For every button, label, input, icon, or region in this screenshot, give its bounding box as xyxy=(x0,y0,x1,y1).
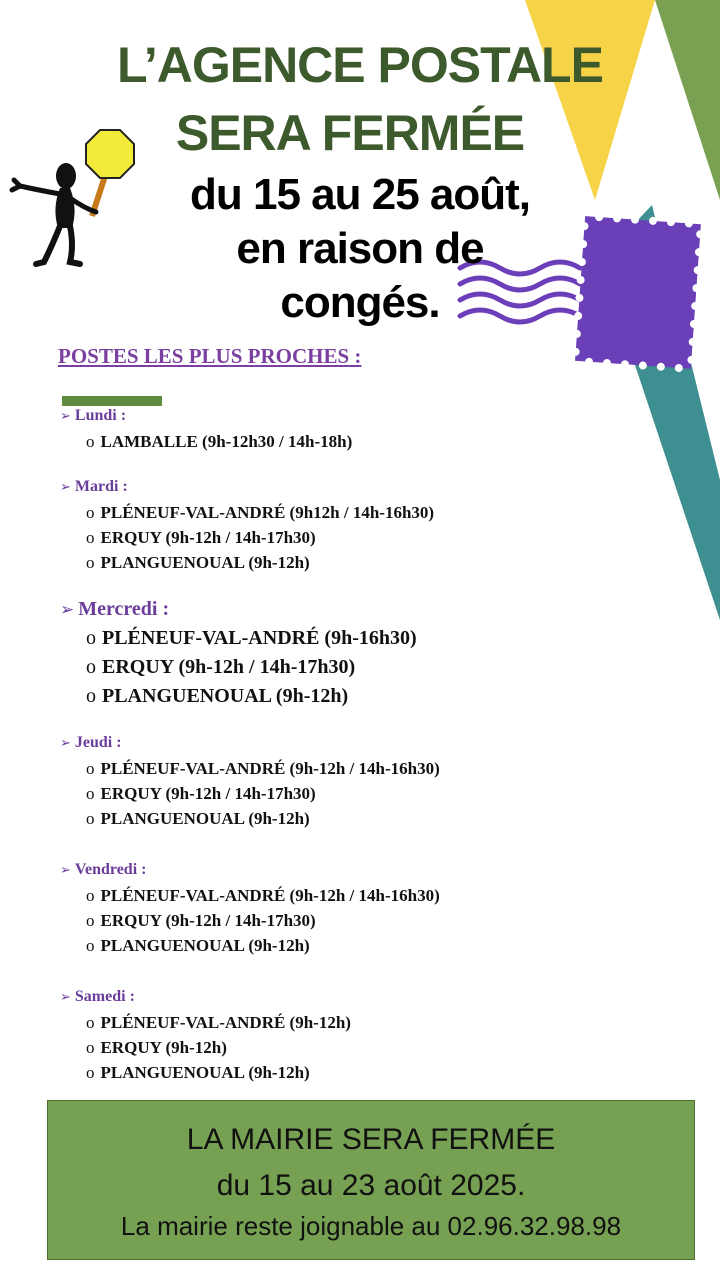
day-label: Mercredi : xyxy=(78,598,170,620)
arrow-bullet-icon: ➢ xyxy=(60,409,71,424)
item-text: PLÉNEUF-VAL-ANDRÉ (9h-12h) xyxy=(100,1013,351,1032)
list-item: o PLÉNEUF-VAL-ANDRÉ (9h12h / 14h-16h30) xyxy=(86,503,435,522)
arrow-bullet-icon: ➢ xyxy=(60,480,71,495)
item-text: PLÉNEUF-VAL-ANDRÉ (9h-12h / 14h-16h30) xyxy=(100,886,440,905)
item-text: ERQUY (9h-12h / 14h-17h30) xyxy=(100,911,316,930)
day-heading-lundi xyxy=(60,407,126,425)
item-text: LAMBALLE (9h-12h30 / 14h-18h) xyxy=(100,432,353,451)
mairie-closure-title: LA MAIRIE SERA FERMÉE xyxy=(186,1123,556,1156)
list-item: o ERQUY (9h-12h / 14h-17h30) xyxy=(86,656,356,678)
list-item: o PLÉNEUF-VAL-ANDRÉ (9h-16h30) xyxy=(86,627,417,649)
arrow-bullet-icon: ➢ xyxy=(60,600,75,620)
day-label: Vendredi : xyxy=(74,861,147,878)
day-label: Samedi : xyxy=(74,988,135,1005)
list-item: o PLÉNEUF-VAL-ANDRÉ (9h-12h / 14h-16h30) xyxy=(86,886,440,905)
arrow-bullet-icon: ➢ xyxy=(60,990,71,1005)
day-label: Jeudi : xyxy=(74,734,122,751)
item-text: PLANGUENOUAL (9h-12h) xyxy=(100,936,310,955)
closure-reason-line2: congés. xyxy=(280,278,440,327)
arrow-bullet-icon: ➢ xyxy=(60,863,71,878)
item-text: PLANGUENOUAL (9h-12h) xyxy=(100,553,310,572)
list-item: o PLANGUENOUAL (9h-12h) xyxy=(86,1063,310,1082)
item-text: PLÉNEUF-VAL-ANDRÉ (9h12h / 14h-16h30) xyxy=(100,503,435,522)
day-heading-jeudi xyxy=(60,734,122,752)
list-item: o PLÉNEUF-VAL-ANDRÉ (9h-12h) xyxy=(86,1013,351,1032)
list-item: o PLÉNEUF-VAL-ANDRÉ (9h-12h / 14h-16h30) xyxy=(86,759,440,778)
item-text: PLANGUENOUAL (9h-12h) xyxy=(100,809,310,828)
list-item: o PLANGUENOUAL (9h-12h) xyxy=(86,685,349,707)
title-agence-postale: L’AGENCE POSTALE xyxy=(117,37,603,93)
item-text: PLÉNEUF-VAL-ANDRÉ (9h-16h30) xyxy=(102,627,417,649)
list-item: o ERQUY (9h-12h / 14h-17h30) xyxy=(86,528,316,547)
day-heading-vendredi xyxy=(60,861,146,879)
list-item: o PLANGUENOUAL (9h-12h) xyxy=(86,936,310,955)
list-item: o PLANGUENOUAL (9h-12h) xyxy=(86,553,310,572)
arrow-bullet-icon: ➢ xyxy=(60,736,71,751)
list-item: o ERQUY (9h-12h / 14h-17h30) xyxy=(86,784,316,803)
item-text: PLANGUENOUAL (9h-12h) xyxy=(100,1063,310,1082)
mairie-phone-line: La mairie reste joignable au 02.96.32.98.98 xyxy=(120,1211,622,1241)
closure-dates: du 15 au 25 août, xyxy=(190,170,530,219)
title-sera-fermee: SERA FERMÉE xyxy=(175,105,525,161)
item-text: ERQUY (9h-12h) xyxy=(100,1038,227,1057)
item-text: ERQUY (9h-12h / 14h-17h30) xyxy=(100,528,316,547)
day-label: Mardi : xyxy=(74,478,128,495)
day-heading-samedi xyxy=(60,988,135,1006)
list-item: o ERQUY (9h-12h / 14h-17h30) xyxy=(86,911,316,930)
green-triangle xyxy=(655,0,720,200)
closure-reason-line1: en raison de xyxy=(236,224,484,273)
mairie-closure-box xyxy=(47,1100,695,1260)
section-title-nearest-posts: POSTES LES PLUS PROCHES : xyxy=(58,344,362,368)
list-item: o PLANGUENOUAL (9h-12h) xyxy=(86,809,310,828)
day-label: Lundi : xyxy=(74,407,127,424)
item-text: PLÉNEUF-VAL-ANDRÉ (9h-12h / 14h-16h30) xyxy=(100,759,440,778)
mairie-closure-dates: du 15 au 23 août 2025. xyxy=(216,1169,526,1202)
green-divider xyxy=(62,396,162,406)
list-item: o ERQUY (9h-12h) xyxy=(86,1038,227,1057)
postage-stamp-icon xyxy=(566,210,711,375)
day-heading-mardi xyxy=(60,478,128,496)
item-text: ERQUY (9h-12h / 14h-17h30) xyxy=(102,656,356,678)
list-item: o LAMBALLE (9h-12h30 / 14h-18h) xyxy=(86,432,353,451)
item-text: ERQUY (9h-12h / 14h-17h30) xyxy=(100,784,316,803)
item-text: PLANGUENOUAL (9h-12h) xyxy=(102,685,349,707)
day-heading-mercredi xyxy=(60,598,169,621)
